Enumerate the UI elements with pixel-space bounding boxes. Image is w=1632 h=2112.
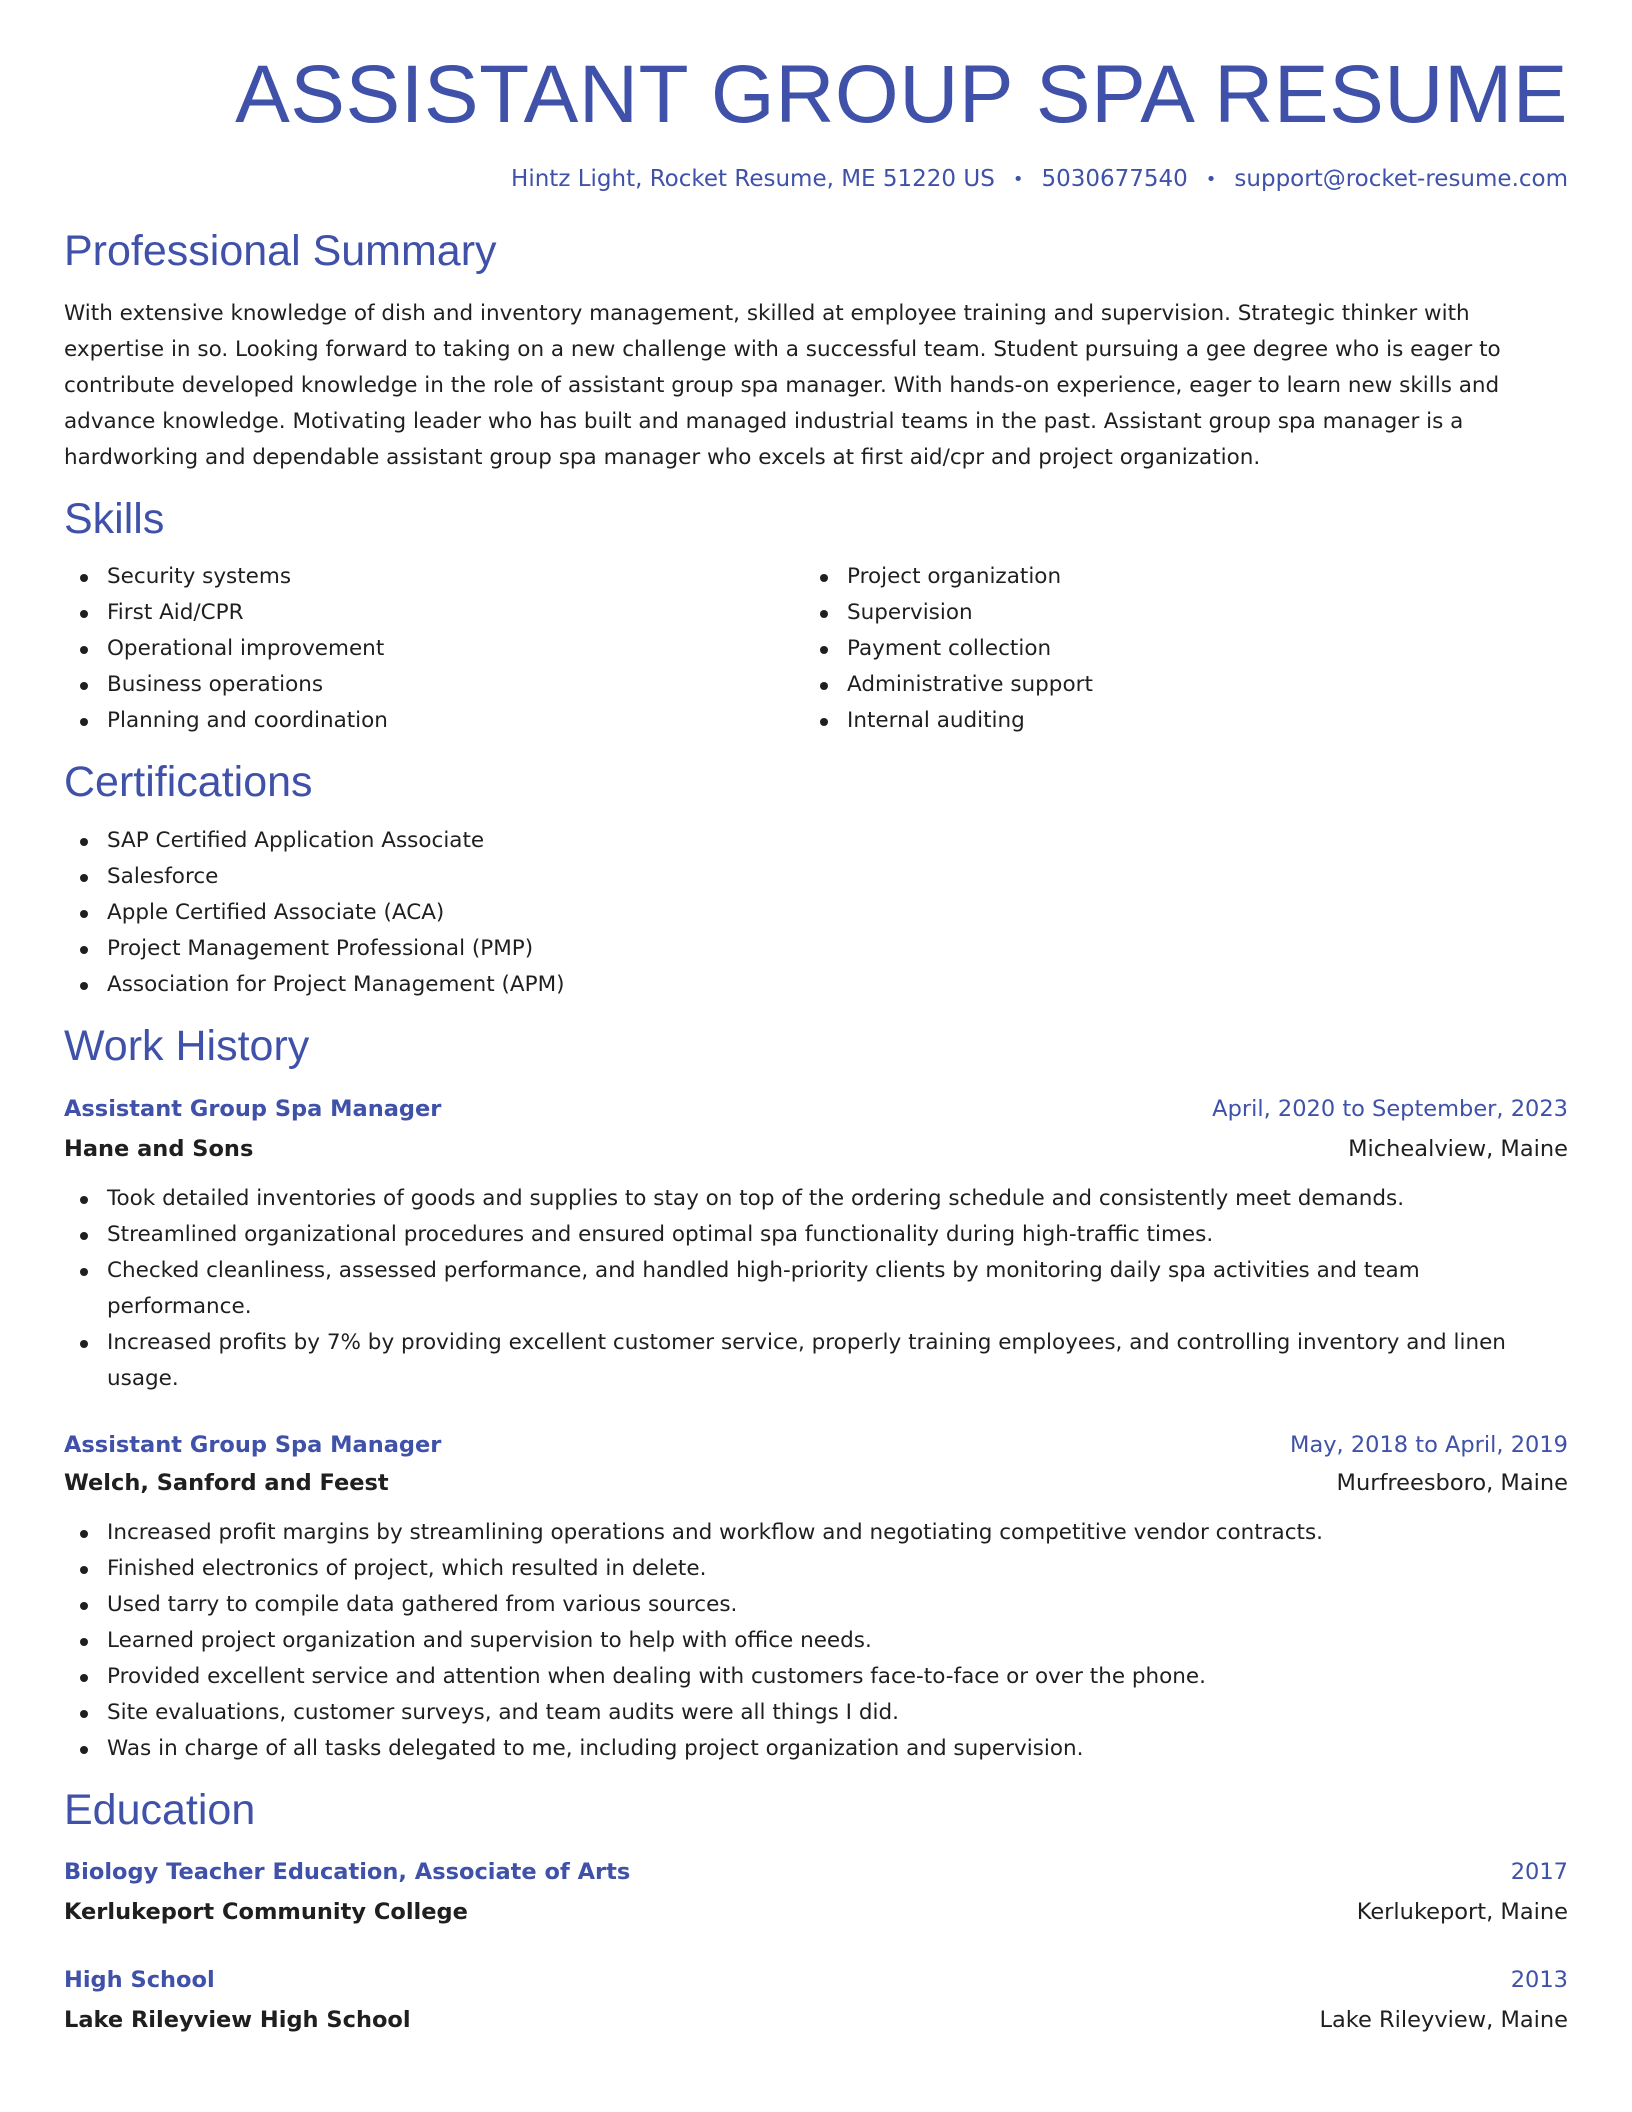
education-location: Lake Rileyview, Maine xyxy=(1319,2007,1568,2034)
contact-separator: • xyxy=(1205,168,1217,190)
job-duty: Increased profits by 7% by providing excellent customer service, properly training employees, and controlling inventory and linen usage. xyxy=(64,1325,1568,1397)
certification-item: Salesforce xyxy=(64,859,1568,895)
resume-title: ASSISTANT GROUP SPA RESUME xyxy=(235,49,1568,140)
contact-line xyxy=(64,166,1568,192)
job-duty: Learned project organization and supervision to help with office needs. xyxy=(64,1623,1568,1659)
education-degree: Biology Teacher Education, Associate of Arts xyxy=(64,1859,631,1886)
job-location: Michealview, Maine xyxy=(1348,1135,1568,1162)
education-school-row xyxy=(64,1894,1568,1930)
section-heading-certifications: Certifications xyxy=(64,758,313,807)
summary-text: With extensive knowledge of dish and inventory management, skilled at employee training and supervision. Strategic thinker with expertise in so. Looking forward to taking on a new challenge with a successful team. Student pursuing a gee degree who is eager to contribute developed knowledge in the role of assistant group spa manager. With hands-on experience, eager to learn new skills and advance knowledge. Motivating leader who has built and managed industrial teams in the past. Assistant group spa manager is a hardworking and dependable assistant group spa manager who excels at first aid/cpr and project organization. xyxy=(64,300,1501,470)
skill-item: Payment collection xyxy=(804,631,1544,667)
education-header-row xyxy=(64,1854,1568,1890)
job-duty: Checked cleanliness, assessed performance, and handled high-priority clients by monitoring daily spa activities and team performance. xyxy=(64,1253,1568,1325)
job-duty: Used tarry to compile data gathered from various sources. xyxy=(64,1587,1568,1623)
education-year: 2017 xyxy=(1510,1859,1568,1886)
certification-item: Association for Project Management (APM) xyxy=(64,967,1568,1003)
certifications-section xyxy=(64,757,1568,1003)
job-duty: Took detailed inventories of goods and supplies to stay on top of the ordering schedule and consistently meet demands. xyxy=(64,1181,1568,1217)
skills-section xyxy=(64,494,1568,740)
job-duty: Streamlined organizational procedures and ensured optimal spa functionality during high-traffic times. xyxy=(64,1217,1568,1253)
job-dates: April, 2020 to September, 2023 xyxy=(1212,1095,1568,1122)
job-duty: Provided excellent service and attention when dealing with customers face-to-face or over the phone. xyxy=(64,1659,1568,1695)
job-duties-list xyxy=(64,1515,1568,1767)
education-header-row xyxy=(64,1962,1568,1998)
education-entry xyxy=(64,1962,1568,2038)
job-company: Hane and Sons xyxy=(64,1135,254,1162)
section-heading-education: Education xyxy=(64,1785,256,1834)
job-duties-list xyxy=(64,1181,1568,1397)
certification-item: SAP Certified Application Associate xyxy=(64,823,1568,859)
certification-item: Project Management Professional (PMP) xyxy=(64,931,1568,967)
education-location: Kerlukeport, Maine xyxy=(1356,1899,1568,1926)
job-entry xyxy=(64,1427,1568,1767)
skill-item: Supervision xyxy=(804,595,1544,631)
skill-item: Administrative support xyxy=(804,667,1544,703)
job-entry xyxy=(64,1091,1568,1397)
education-entry xyxy=(64,1854,1568,1930)
section-heading-work-history: Work History xyxy=(64,1021,310,1070)
education-degree: High School xyxy=(64,1967,215,1994)
job-company: Welch, Sanford and Feest xyxy=(64,1469,389,1496)
certification-item: Apple Certified Associate (ACA) xyxy=(64,895,1568,931)
job-duty: Finished electronics of project, which resulted in delete. xyxy=(64,1551,1568,1587)
skill-item: Project organization xyxy=(804,559,1544,595)
skill-item: Security systems xyxy=(64,559,804,595)
job-header-row xyxy=(64,1427,1568,1463)
job-title: Assistant Group Spa Manager xyxy=(64,1431,442,1458)
job-dates: May, 2018 to April, 2019 xyxy=(1290,1431,1568,1458)
skill-item: Internal auditing xyxy=(804,703,1544,739)
section-heading-skills: Skills xyxy=(64,494,165,543)
contact-phone: 5030677540 xyxy=(1041,166,1188,193)
skill-item: Operational improvement xyxy=(64,631,804,667)
skills-grid xyxy=(64,545,1568,739)
skill-item: First Aid/CPR xyxy=(64,595,804,631)
summary-section xyxy=(64,226,1568,476)
skills-list-right xyxy=(804,559,1544,739)
job-header-row xyxy=(64,1091,1568,1127)
resume-header xyxy=(64,0,1568,192)
job-duty: Increased profit margins by streamlining operations and workflow and negotiating competitive vendor contracts. xyxy=(64,1515,1568,1551)
skill-item: Planning and coordination xyxy=(64,703,804,739)
education-section xyxy=(64,1785,1568,2039)
job-title: Assistant Group Spa Manager xyxy=(64,1095,442,1122)
skills-list-left xyxy=(64,559,804,739)
work-history-section xyxy=(64,1021,1568,1767)
job-duty: Was in charge of all tasks delegated to me, including project organization and supervision. xyxy=(64,1731,1568,1767)
contact-address: Hintz Light, Rocket Resume, ME 51220 US xyxy=(511,166,995,193)
certifications-list xyxy=(64,823,1568,1003)
job-company-row xyxy=(64,1131,1568,1167)
education-school: Lake Rileyview High School xyxy=(64,2007,411,2034)
skill-item: Business operations xyxy=(64,667,804,703)
job-location: Murfreesboro, Maine xyxy=(1336,1469,1568,1496)
education-school: Kerlukeport Community College xyxy=(64,1899,468,1926)
education-year: 2013 xyxy=(1510,1967,1568,1994)
section-heading-summary: Professional Summary xyxy=(64,227,497,276)
job-duty: Site evaluations, customer surveys, and team audits were all things I did. xyxy=(64,1695,1568,1731)
job-company-row xyxy=(64,1465,1568,1501)
contact-separator: • xyxy=(1012,168,1024,190)
contact-email: support@rocket-resume.com xyxy=(1234,166,1568,193)
education-school-row xyxy=(64,2002,1568,2038)
